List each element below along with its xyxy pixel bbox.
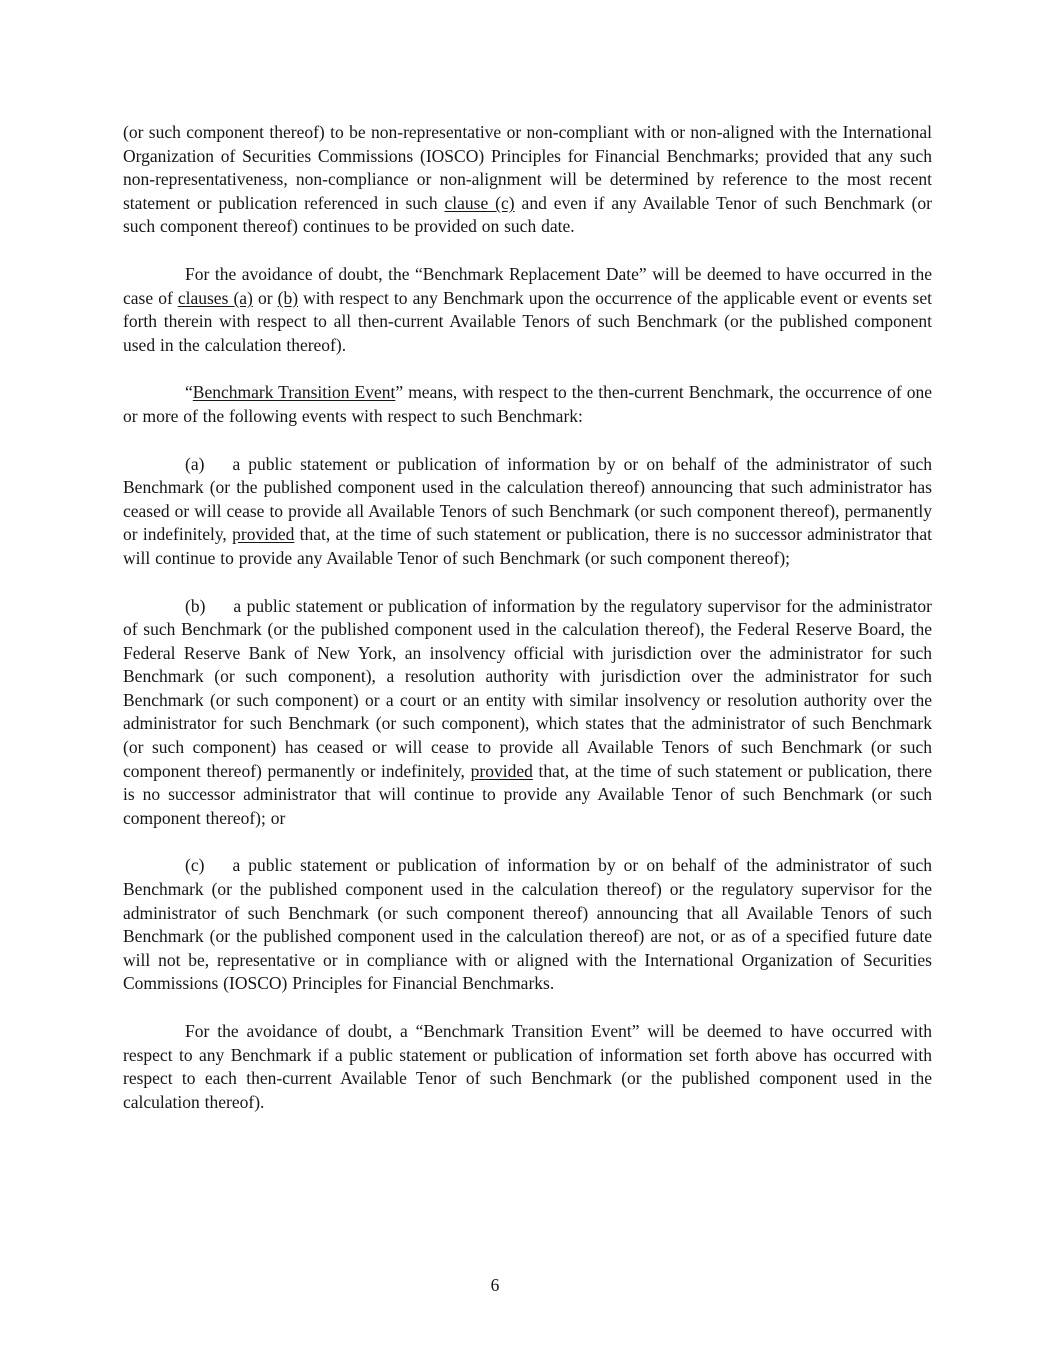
text-run: that, at the time of such statement or publication, there is no successor administrator that will continue to provide any Available Tenor of such Benchmark (or such component thereof); or [123,760,933,828]
clause-label: (a) [185,453,205,474]
text-run: a public statement or publication of information by the regulatory supervisor for the administrator of such Benchmark (or the published component used in the calculation thereof), the Federal Reserve Board, the Federal Reserve Bank of New York, an insolvency official with jurisdiction over the administrator for such Benchmark (or such component), a resolution authority with jurisdiction over the administrator for such Benchmark (or such component) or a court or an entity with similar insolvency or resolution authority over the administrator for such Benchmark (or such component), which states that the administrator of such Benchmark (or such component) has ceased or will cease to provide all Available Tenors of such Benchmark (or such component thereof) permanently or indefinitely, [123,595,932,781]
underlined-text-run: clauses (a) [177,287,253,308]
underlined-text-run: (b) [277,287,299,308]
underlined-text-run: clause (c) [444,192,515,213]
text-run: For the avoidance of doubt, the “Benchmark Replacement Date” will be deemed to have occurred in the case of [123,263,932,308]
underlined-text-run: provided [232,524,295,545]
text-run: (or such component thereof) to be non-representative or non-compliant with or non-aligned with the International Organization of Securities Commissions (IOSCO) Principles for Financial Benchmarks; provided that any such non-representativeness, non-compliance or non-alignment will be determined by reference to the most recent statement or publication referenced in such [123,122,932,213]
clause-label: (c) [185,855,205,876]
text-run: ” means, with respect to the then-current Benchmark, the occurrence of one or more of the following events with respect to such Benchmark: [123,382,932,426]
text-run: “ [185,382,193,403]
page-number: 6 [490,1275,500,1295]
clause-paragraph [123,453,932,571]
underlined-text-run: provided [470,760,533,781]
text-run: and even if any Available Tenor of such Benchmark (or such component thereof) continues to be provided on such date. [123,192,932,237]
text-run: or [252,287,278,308]
paragraph [123,263,932,357]
text-run: a public statement or publication of information by or on behalf of the administrator of such Benchmark (or the published component used in the calculation thereof) or the regulatory supervisor for the administrator of such Benchmark (or such component thereof) announcing that all Available Tenors of such Benchmark (or the published component used in the calculation thereof) are not, or as of a specified future date will not be, representative or in compliance with or aligned with the International Organization of Securities Commissions (IOSCO) Principles for Financial Benchmarks. [123,855,932,994]
clause-paragraph [123,854,932,996]
underlined-text-run: Benchmark Transition Event [192,382,396,403]
clause-paragraph [123,595,932,831]
document-body [123,121,932,1114]
text-run: For the avoidance of doubt, a “Benchmark Transition Event” will be deemed to have occurred with respect to any Benchmark if a public statement or publication of information set forth above has occurred with respect to each then-current Available Tenor of such Benchmark (or the published component used in the calculation thereof). [123,1021,932,1112]
text-run: a public statement or publication of information by or on behalf of the administrator of such Benchmark (or the published component used in the calculation thereof) announcing that such administrator has ceased or will cease to provide all Available Tenors of such Benchmark (or such component thereof), permanently or indefinitely, [123,453,932,545]
clause-label: (b) [185,595,206,616]
text-run: with respect to any Benchmark upon the occurrence of the applicable event or events set forth therein with respect to all then-current Available Tenors of such Benchmark (or the published component used in the calculation thereof). [123,287,932,355]
text-run: that, at the time of such statement or publication, there is no successor administrator that will continue to provide any Available Tenor of such Benchmark (or such component thereof); [123,524,932,568]
paragraph [123,1020,932,1114]
paragraph [123,381,932,428]
paragraph [123,121,932,239]
